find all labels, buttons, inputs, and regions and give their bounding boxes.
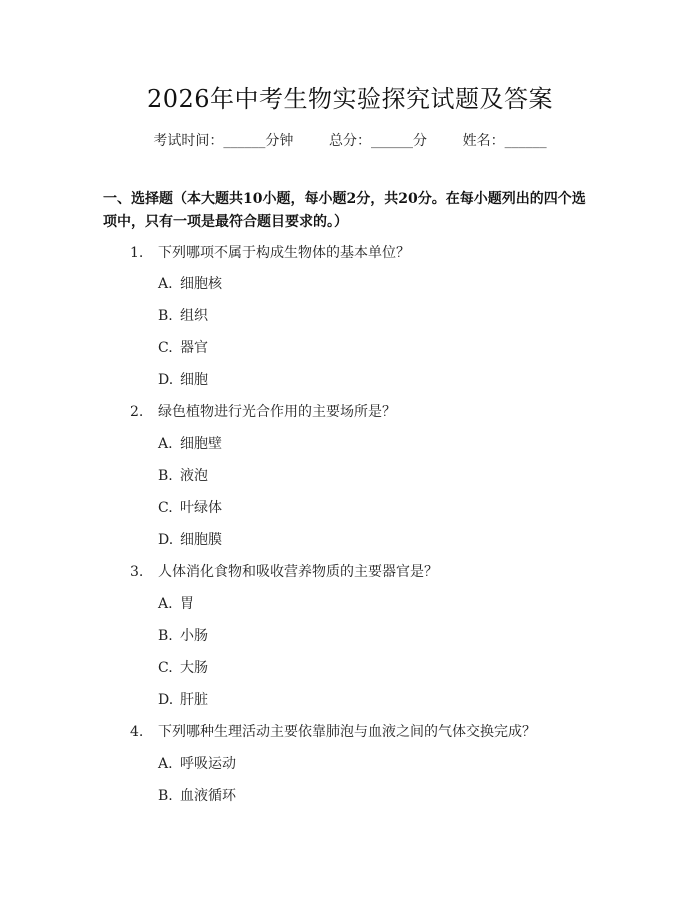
question-number: 4. <box>130 724 144 740</box>
question-1-option-d <box>158 370 208 390</box>
option-text: 液泡 <box>180 468 208 484</box>
option-letter: B. <box>158 788 173 804</box>
question-text: 绿色植物进行光合作用的主要场所是？ <box>158 404 396 420</box>
question-1-option-c <box>158 338 208 358</box>
option-text: 肝脏 <box>180 692 208 708</box>
question-text: 人体消化食物和吸收营养物质的主要器官是？ <box>158 564 438 580</box>
question-2-option-d <box>158 530 222 550</box>
question-number: 2. <box>130 404 144 420</box>
option-letter: D. <box>158 372 174 388</box>
option-text: 小肠 <box>180 628 208 644</box>
option-text: 胃 <box>180 596 194 612</box>
total-score-field: 总分：______分 <box>329 133 427 149</box>
exam-time-field: 考试时间：______分钟 <box>153 133 294 149</box>
option-letter: B. <box>158 308 173 324</box>
student-name-field: 姓名：______ <box>462 133 547 149</box>
option-letter: D. <box>158 692 174 708</box>
question-3-option-a <box>158 594 194 614</box>
option-text: 细胞 <box>180 372 208 388</box>
question-3-option-b <box>158 626 208 646</box>
option-text: 组织 <box>180 308 208 324</box>
section-heading: 一、选择题（本大题共10小题，每小题2分，共20分。在每小题列出的四个选项中，只有一项是最符合题目要求的。） <box>103 191 586 230</box>
question-1-option-b <box>158 306 208 326</box>
option-letter: A. <box>158 276 173 292</box>
option-text: 细胞膜 <box>180 532 222 548</box>
question-4-option-a <box>158 754 236 774</box>
option-letter: A. <box>158 756 173 772</box>
option-letter: C. <box>158 340 173 356</box>
option-text: 血液循环 <box>180 788 236 804</box>
option-letter: B. <box>158 468 173 484</box>
question-number: 1. <box>130 245 144 261</box>
question-3-option-c <box>158 658 208 678</box>
exam-meta-line <box>0 131 700 151</box>
option-text: 细胞壁 <box>180 436 222 452</box>
option-letter: D. <box>158 532 174 548</box>
question-2-option-c <box>158 498 222 518</box>
question-1-option-a <box>158 274 222 294</box>
question-4-option-b <box>158 786 236 806</box>
option-text: 呼吸运动 <box>180 756 236 772</box>
option-letter: C. <box>158 660 173 676</box>
option-letter: A. <box>158 436 173 452</box>
page-title: 2026年中考生物实验探究试题及答案 <box>146 85 554 113</box>
question-3 <box>130 562 438 582</box>
question-text: 下列哪种生理活动主要依靠肺泡与血液之间的气体交换完成？ <box>158 724 536 740</box>
question-2-option-b <box>158 466 208 486</box>
question-2 <box>130 402 396 422</box>
option-text: 器官 <box>180 340 208 356</box>
option-text: 大肠 <box>180 660 208 676</box>
option-letter: A. <box>158 596 173 612</box>
question-text: 下列哪项不属于构成生物体的基本单位？ <box>158 245 410 261</box>
option-letter: C. <box>158 500 173 516</box>
question-number: 3. <box>130 564 144 580</box>
option-letter: B. <box>158 628 173 644</box>
question-1 <box>130 243 410 263</box>
option-text: 叶绿体 <box>180 500 222 516</box>
question-3-option-d <box>158 690 208 710</box>
question-2-option-a <box>158 434 222 454</box>
question-4 <box>130 722 536 742</box>
option-text: 细胞核 <box>180 276 222 292</box>
